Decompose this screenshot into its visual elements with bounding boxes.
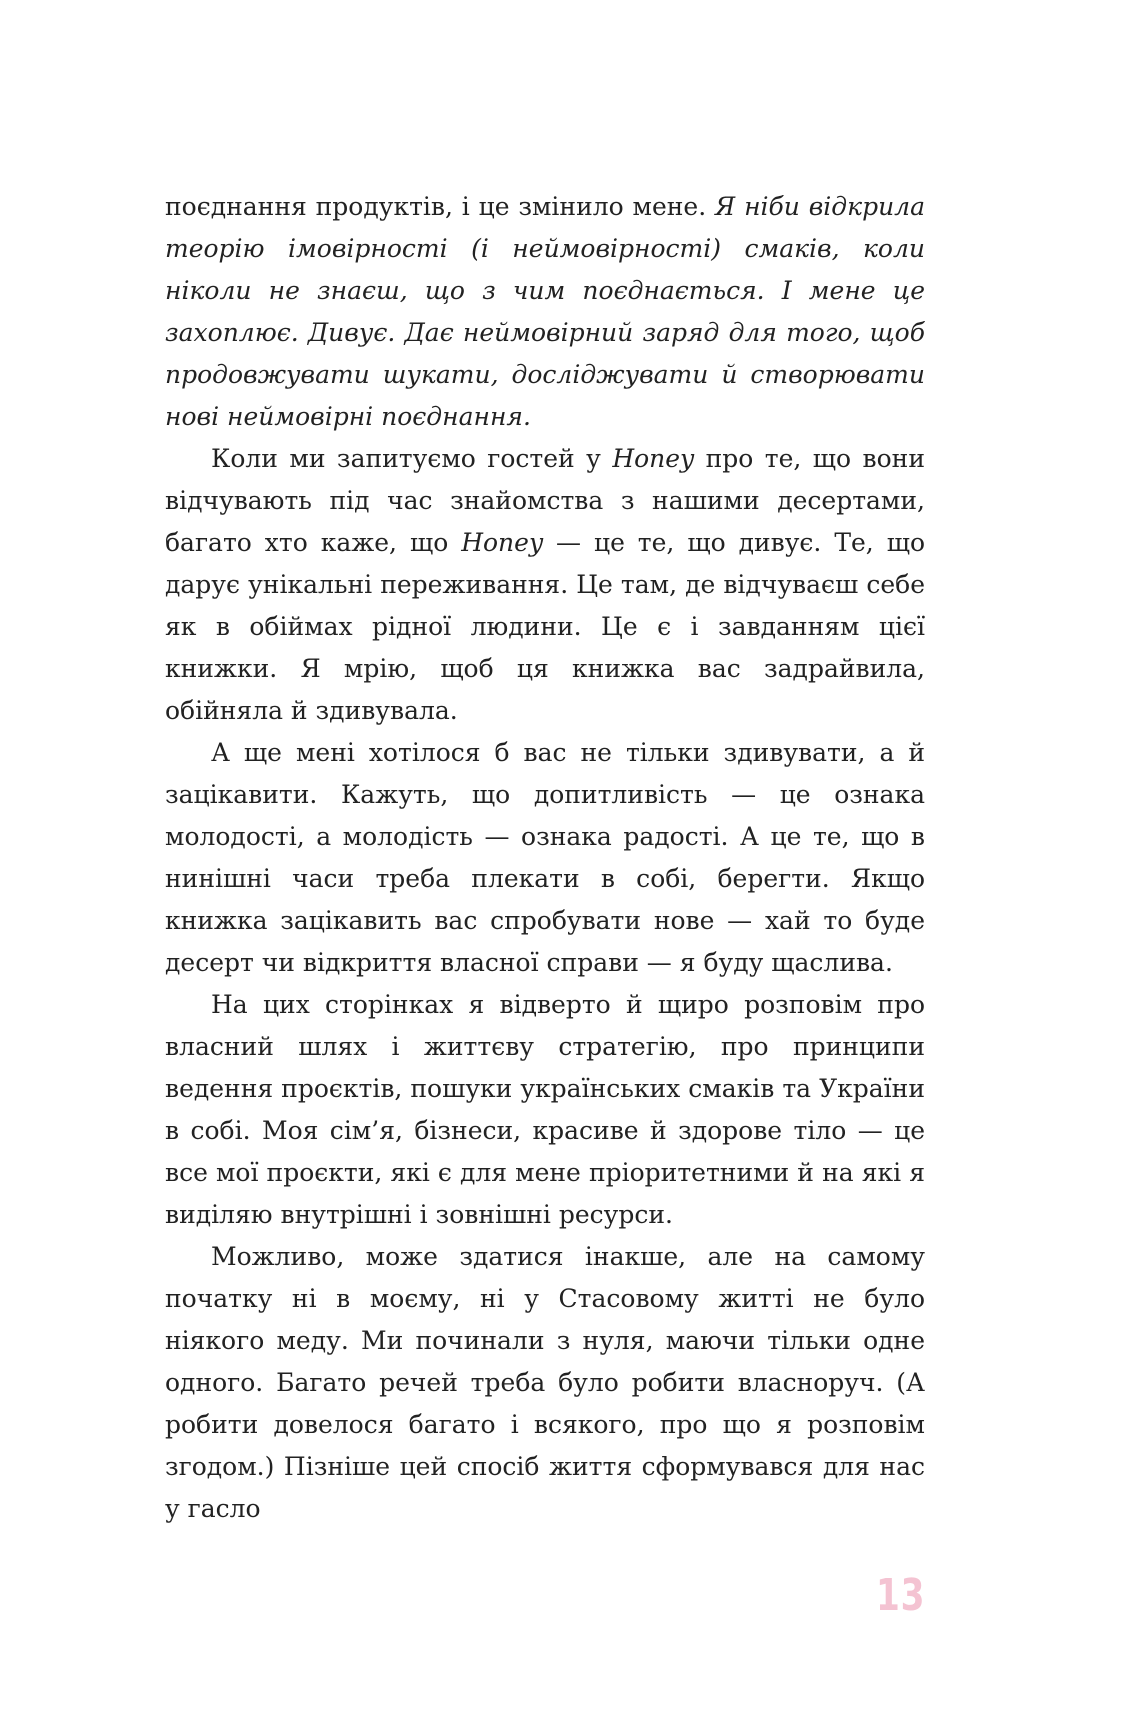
text-segment: На цих сторінках я відверто й щиро розповім про власний шлях і життєву стратегію, про принципи ведення проєктів, пошуки українських смаків та України в собі. Моя сім’я, бізнеси, красиве й здорове тіло — це все мої проєкти, які є для мене пріоритетними й на які я виділяю внутрішні і зовнішні ресурси. <box>165 990 925 1229</box>
italic-text-segment: Я ніби відкрила теорію імовірності (і неймовірності) смаків, коли ніколи не знаєш, що з чим поєднається. І мене це захоплює. Дивує. Дає неймовірний заряд для того, щоб продовжувати шукати, досліджувати й створювати нові неймовірні поєднання. <box>165 192 925 431</box>
paragraph-1 <box>165 186 925 438</box>
text-segment: Можливо, може здатися інакше, але на самому початку ні в моєму, ні у Стасовому житті не було ніякого меду. Ми починали з нуля, маючи тільки одне одного. Багато речей треба було робити власноруч. (А робити довелося багато і всякого, про що я розповім згодом.) Пізніше цей спосіб життя сформувався для нас у гасло <box>165 1242 925 1523</box>
page-number: 13 <box>876 1570 926 1621</box>
text-segment: А ще мені хотілося б вас не тільки здивувати, а й зацікавити. Кажуть, що допитливість — це ознака молодості, а молодість — ознака радості. А це те, що в нинішні часи треба плекати в собі, берегти. Якщо книжка зацікавить вас спробувати нове — хай то буде десерт чи відкриття власної справи — я буду щаслива. <box>165 738 925 977</box>
italic-text-segment: Honey <box>461 528 544 557</box>
text-segment: поєднання продуктів, і це змінило мене. <box>165 192 716 221</box>
text-segment: Коли ми запитуємо гостей у <box>211 444 613 473</box>
text-segment: про те, що вони відчувають під час знайомства з нашими десертами, багато хто каже, що <box>165 444 925 557</box>
text-segment: — це те, що дивує. Те, що дарує унікальні переживання. Це там, де відчуваєш себе як в обіймах рідної людини. Це є і завданням цієї книжки. Я мрію, щоб ця книжка вас задрайвила, обійняла й здивувала. <box>165 528 925 725</box>
italic-text-segment: Honey <box>612 444 695 473</box>
paragraph-4 <box>165 984 925 1236</box>
body-text <box>165 186 925 1530</box>
paragraph-3 <box>165 732 925 984</box>
paragraph-2 <box>165 438 925 732</box>
paragraph-5 <box>165 1236 925 1530</box>
